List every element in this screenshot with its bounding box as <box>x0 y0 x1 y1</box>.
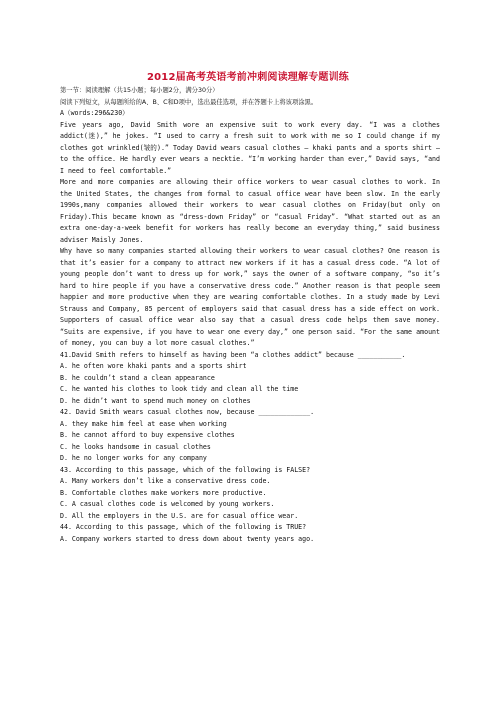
question-42-option-b: B. he cannot afford to buy expensive clothes <box>60 431 235 439</box>
passage-paragraph-3: Why have so many companies started allowing their workers to wear casual clothes? One reason is that it’s easier for a company to attract new workers if it has a casual dress code. “A lot of young people don’t want to dress up for work,” says the owner of a software company, “so it’s hard to hire people if you have a conservative dress code.” Another reason is that people seem happier and more productive when they are wearing comfortable clothes. In a study made by Levi Strauss and Company, 85 percent of employers said that casual dress has a side effect on work. Supporters of casual office wear also say that a casual dress code helps them save money. “Suits are expensive, if you have to wear one every day,” one person said. “For the same amount of money, you can buy a lot more casual clothes.” <box>60 247 444 347</box>
question-42-option-a: A. they make him feel at ease when working <box>60 419 227 428</box>
question-43-option-c: C. A casual clothes code is welcomed by young workers. <box>60 500 275 508</box>
instructions: 阅读下列短文，从每题所给的A、B、C和D项中，选出最佳选项，并在答题卡上将该项涂黑。 <box>60 98 318 106</box>
question-42-option-d: D. he no longer works for any company <box>60 454 207 462</box>
question-41-option-c: C. he wanted his clothes to look tidy and clean all the time <box>60 385 299 393</box>
word-count: A（words:296&230） <box>60 109 129 117</box>
question-43-option-a: A. Many workers don’t like a conservative dress code. <box>60 477 271 485</box>
page-title: 2012届高考英语考前冲刺阅读理解专题训练 <box>146 72 350 83</box>
question-43-option-d: D. All the employers in the U.S. are for casual office wear. <box>60 511 299 520</box>
question-41-option-b: B. he couldn’t stand a clean appearance <box>60 373 215 382</box>
document-body <box>60 85 444 545</box>
question-41-stem: 41.David Smith refers to himself as having been “a clothes addict” because ___________. <box>60 350 406 359</box>
passage-paragraph-2: More and more companies are allowing their office workers to wear casual clothes to work. In the United States, the changes from formal to casual office wear have been slow. In the early 1990s,many companies allowed their workers to wear casual clothes on Friday(but only on Friday).This became known as “dress-down Friday” or “casual Friday”. “What started out as an extra one-day-a-week benefit for workers has really become an everyday thing,” said business adviser Maisly Jones. <box>60 178 444 244</box>
question-44-stem: 44. According to this passage, which of the following is TRUE? <box>60 523 307 531</box>
question-43-stem: 43. According to this passage, which of the following is FALSE? <box>60 465 311 474</box>
question-42-option-c: C. he looks handsome in casual clothes <box>60 442 211 451</box>
question-41-option-d: D. he didn’t want to spend much money on clothes <box>60 396 251 405</box>
passage-paragraph-1: Five years ago, David Smith wore an expensive suit to work every day. “I was a clothes addict(迷),” he jokes. “I used to carry a fresh suit to work with me so I could change if my clothes got wrinkled(皱的).” Today David wears casual clothes — khaki pants and a sports shirt — to the office. He hardly ever wears a necktie. “I’m working harder than ever,” David says, “and I need to feel comfortable.” <box>60 120 444 175</box>
question-44-option-a: A. Company workers started to dress down about twenty years ago. <box>60 534 315 543</box>
question-42-stem: 42. David Smith wears casual clothes now, because _____________. <box>60 408 315 416</box>
question-43-option-b: B. Comfortable clothes make workers more productive. <box>60 488 267 497</box>
section-header: 第一节：阅读理解（共15小题；每小题2分，满分30分） <box>60 87 219 94</box>
question-41-option-a: A. he often wore khaki pants and a sports shirt <box>60 362 247 370</box>
